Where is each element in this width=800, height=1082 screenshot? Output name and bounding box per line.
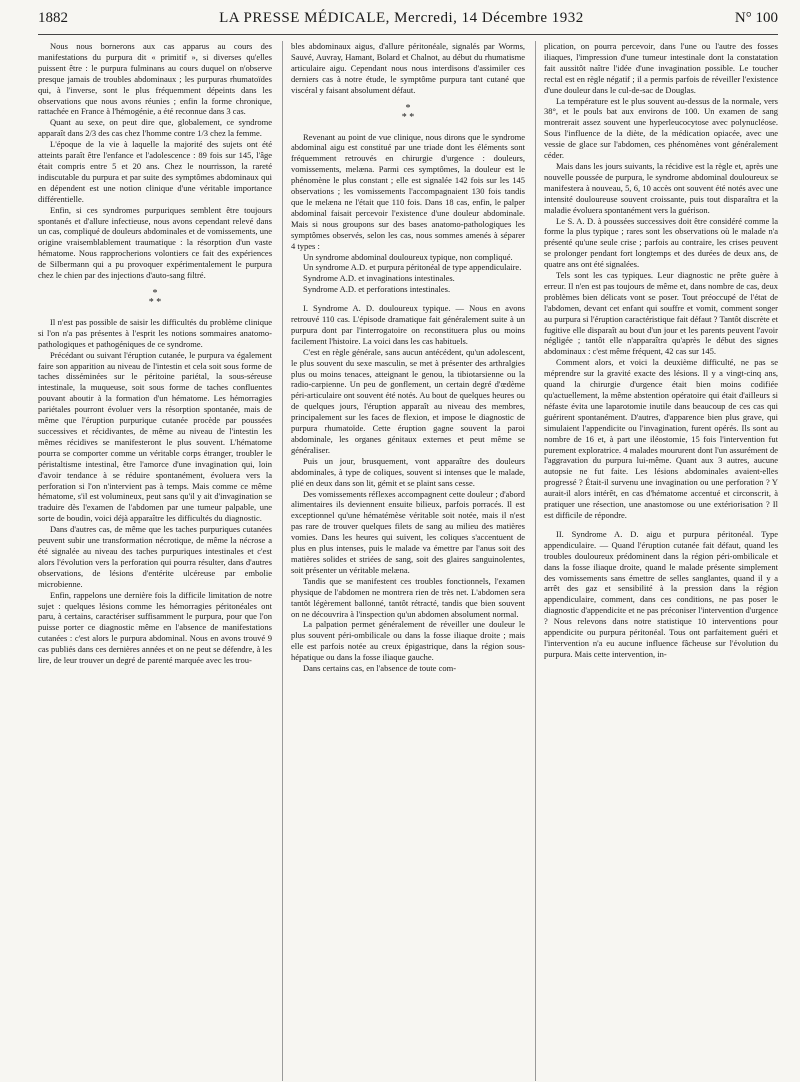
- list-item: Un syndrome A.D. et purpura péritonéal de type appendiculaire.: [303, 262, 522, 273]
- list-item: Un syndrome abdominal douloureux typique, non compliqué.: [303, 251, 513, 262]
- paragraph: Tandis que se manifestent ces troubles fonctionnels, l'examen physique de l'abdomen ne montrera rien de très net. L'abdomen sera tantôt légèrement ballonné, tantôt rétracté, tandis que bien souvent on ne découvrira à l'inspection qu'un abdomen absolument normal.: [291, 575, 525, 619]
- paragraph: Dans certains cas, en l'absence de toute com-: [303, 663, 457, 674]
- page-header: [38, 10, 778, 35]
- paragraph: Enfin, rappelons une dernière fois la difficile limitation de notre sujet : quelques lésions comme les hémorragies péritonéales ont paru, à certains, caractériser suffisamment le purpura, pour que l'on puisse porter ce diagnostic même en l'absence de manifestations cutanées : c'est alors le purpura abdominal. Nous en avons trouvé 9 cas publiés dans ces dernières années et on ne peut se défendre, à les lire, de leur trouver un degré de parenté marquée avec les trou-: [38, 589, 272, 666]
- paragraph: Dans d'autres cas, de même que les taches purpuriques cutanées peuvent subir une transformation nécrotique, de même la nécrose a été signalée au niveau des taches purpuriques intestinales et c'est alors l'évolution vers la perforation qui pourra résulter, dans d'autres observations, de lésions d'entérite ulcéreuse par embolie microbienne.: [38, 524, 272, 589]
- paragraph: Revenant au point de vue clinique, nous dirons que le syndrome abdominal aigu est constitué par une triade dont les éléments sont fréquemment retrouvés en chirurgie d'urgence : douleurs, vomissements, melæna. Parmi ces symptômes, la douleur est le phénomène le plus constant ; elle est signalée 142 fois sur les 145 observations ; les vomissements l'accompagnaient 130 fois tandis que le melæna ne l'était que 110 fois. Dans 18 cas, enfin, le palper abdominal faisait percevoir l'existence d'une douleur abdominale. Mais si nous groupons sur des bases anatomo-pathologiques les symptômes observés, selon les cas, nous sommes amenés à séparer 4 types :: [291, 131, 525, 251]
- section-heading-paragraph: I. Syndrome A. D. douloureux typique. — Nous en avons retrouvé 110 cas. L'épisode dramatique fait généralement suite à un purpura dont par l'interrogatoire on reconstituera plus ou moins facilement l'histoire. La voici dans les cas habituels.: [291, 303, 525, 346]
- column-2: [282, 41, 525, 1081]
- paragraph: La température est le plus souvent au-dessus de la normale, vers 38°, et le pouls bat aux environs de 100. Un examen de sang montrerait assez souvent une hyperleucocytose avec polynucléose. Sous l'influence de la diète, de la médication opiacée, avec une vessie de glace sur l'abdomen, ces phénomènes vont généralement céder.: [544, 95, 778, 161]
- paragraph: L'époque de la vie à laquelle la majorité des sujets ont été atteints paraît être l'enfance et l'adolescence : 89 fois sur 145, l'âge était compris entre 5 et 20 ans. Chez le nourrisson, la rareté indiscutable du purpura et par suite des symptômes abdominaux qui en dépendent est une notion clinique d'une véritable importance différentielle.: [38, 139, 272, 204]
- header-year: 1882: [38, 10, 68, 26]
- section-separator: * * *: [148, 287, 162, 308]
- paragraph: C'est en règle générale, sans aucun antécédent, qu'un adolescent, le plus souvent du sexe masculin, se met à présenter des arthralgies plus ou moins tenaces, atteignant le genou, la tibiotarsienne ou la radio-carpienne. Un peu de gonflement, un certain degré d'œdème péri-articulaire ont souvent été notés. Au bout de quelques heures ou de quelques jours, l'éruption apparaît au niveau des membres, principalement sur les faces de flexion, et impose le diagnostic de purpura rhumatoïde. Cette éruption gagne souvent la paroi abdominale, les organes génitaux externes et peut même se généraliser.: [291, 346, 525, 455]
- paragraph: Précédant ou suivant l'éruption cutanée, le purpura va également faire son apparition au niveau de l'intestin et cela soit sous forme de taches disséminées sur le péritoine pariétal, la sous-séreuse intestinale, la muqueuse, soit sous forme de taches confluentes pouvant aboutir à la formation d'un hématome. Les hémorragies pariétales pourront évoluer vers la résorption spontanée, mais de même que l'éruption purpurique cutanée procède par poussées successives et récidivantes, de même au niveau de l'intestin les mêmes récidives se manifesteront le plus souvent. L'hématome pourra se comporter comme un véritable corps étranger, troubler le péristaltisme intestinal, être l'amorce d'une invagination qui, loin d'avoir tendance à se réduire spontanément, évoluera vers la perforation si l'on n'intervient pas à temps. Mais comme ce même hématome, s'il est volumineux, peut sans qu'il y ait d'invagination se traduire dès l'examen de l'abdomen par une tumeur palpable, une sorte de boudin, voici déjà apparaître les difficultés du diagnostic.: [38, 349, 272, 524]
- paragraph: Des vomissements réflexes accompagnent cette douleur ; d'abord alimentaires ils deviennent ensuite bilieux, parfois porracés. Il est exceptionnel qu'une hématémèse véritable soit notée, mais il n'est pas rare de trouver quelques filets de sang au milieu des matières vomies. Dans les heures qui suivent, les coliques s'accentuent de plus en plus intenses, puis le malade va émettre par l'anus soit des matières solides et striées de sang, soit des glaires sanguinolentes, soit présenter un véritable melæna.: [291, 488, 525, 575]
- header-title: LA PRESSE MÉDICALE, Mercredi, 14 Décembre 1932: [219, 10, 584, 26]
- paragraph: Comment alors, et voici la deuxième difficulté, ne pas se méprendre sur la gravité exacte des lésions. Il y a vingt-cinq ans, quand la chirurgie d'urgence était bien moins codifiée qu'actuellement, la même abstention opératoire qui était d'ailleurs si néfaste évita une laparotomie inutile dans beaucoup de ces cas qui guérirent spontanément. D'autres, d'apparence bien plus grave, qui simulaient l'appendicite ou l'invagination, furent opérés. Ils sont au nombre de 16 et, à part une iléostomie, 15 fois l'intervention fut purement exploratrice. 4 malades moururent dont l'un assurément de l'aggravation du purpura lui-même. Quant aux 3 autres, aucune autopsie ne fut faite. Les lésions abdominales avaient-elles progressé ? Était-il survenu une invagination ou une perforation ? Y aurait-il alors intérêt, en cas d'hématome accentué et circonscrit, à pratiquer une résection, une anastomose ou une extériorisation ? Il est difficile de répondre.: [544, 357, 778, 520]
- paragraph: plication, on pourra percevoir, dans l'une ou l'autre des fosses iliaques, l'impression d'une tumeur intestinale dont la constatation fait aussitôt naître l'idée d'une invagination possible. Le toucher rectal est en règle négatif ; il a permis parfois de réveiller l'existence d'une douleur dans le cul-de-sac de Douglas.: [544, 41, 778, 95]
- paragraph: Puis un jour, brusquement, vont apparaître des douleurs abdominales, à type de coliques, souvent si intenses que le malade, plié en deux dans son lit, gémit et se plaint sans cesse.: [291, 455, 525, 488]
- paragraph: Quant au sexe, on peut dire que, globalement, ce syndrome apparaît dans 2/3 des cas chez l'homme contre 1/3 chez la femme.: [38, 117, 272, 139]
- column-1: [38, 41, 272, 1081]
- paragraph: Mais dans les jours suivants, la récidive est la règle et, après une nouvelle poussée de purpura, le syndrome abdominal douloureux se manifestera à nouveau, 5, 6, 10 accès ont souvent été notés avec une intensité douloureuse souvent croissante, puis tout disparaîtra et la maladie évoluera spontanément vers la guérison.: [544, 160, 778, 215]
- paragraph: Il n'est pas possible de saisir les difficultés du problème clinique si l'on n'a pas présentes à l'esprit les notions sommaires anatomo-pathologiques et pathogéniques de ce syndrome.: [38, 316, 272, 349]
- paragraph: Nous nous bornerons aux cas apparus au cours des manifestations du purpura dit « primitif », si diverses qu'elles puissent être : le purpura fulminans au cours duquel on n'observe presque jamais de troubles abdominaux ; les purpuras rhumatoïdes qui, à l'inverse, sont le plus fréquemment dépeints dans les observations que nous avons réunies ; enfin la forme chronique, rattachée en France à l'hémogénie, a été reconnue dans 3 cas.: [38, 41, 272, 117]
- section-heading-paragraph: II. Syndrome A. D. aigu et purpura péritonéal. Type appendiculaire. — Quand l'éruption cutanée fait défaut, quand les troubles douloureux prédominent dans la région péri-ombilicale et dans la fosse iliaque droite, quand le malade présente simplement des vomissements sans émettre de selles sanglantes, quand il y a arrêt des gaz et sensibilité à la pression dans la région appendiculaire, comment, dans ces conditions, ne pas poser le diagnostic d'appendicite et ne pas préconiser l'intervention d'urgence ? Nous relevons dans notre statistique 10 interventions pour appendicite ou purpura péritonéal. Tous ont parfaitement guéri et l'intervention n'a eu aucune influence fâcheuse sur l'évolution du purpura. Mais cette intervention, in-: [544, 528, 778, 659]
- column-3: [535, 41, 778, 1081]
- paragraph: Le S. A. D. à poussées successives doit être considéré comme la forme la plus typique ; rares sont les observations où le malade n'a présenté qu'une seule crise ; parfois au contraire, les crises peuvent se prolonger pendant fort longtemps et des durées de deux ans, de quatre ans ont été signalées.: [544, 215, 778, 270]
- list-item: Syndrome A.D. et perforations intestinales.: [303, 284, 451, 295]
- text-columns: [38, 41, 778, 1081]
- paragraph: Tels sont les cas typiques. Leur diagnostic ne prête guère à erreur. Il n'en est pas toujours de même et, dans nombre de cas, deux problèmes bien délicats vont se poser. Tout préoccupé de l'état de l'abdomen, devant cet enfant qui souffre et vomit, comment songer au purpura si l'éruption caractéristique fait défaut ? Tantôt discrète et fugitive elle disparaît au bout d'un jour et les parents peuvent l'avoir négligée ; tantôt elle n'apparaîtra qu'après le début des signes abdominaux : c'est même fréquent, 42 cas sur 145.: [544, 270, 778, 357]
- section-separator: * * *: [401, 102, 415, 123]
- header-issue: N° 100: [734, 10, 778, 26]
- list-item: Syndrome A.D. et invaginations intestinales.: [303, 273, 455, 284]
- paragraph: bles abdominaux aigus, d'allure péritonéale, signalés par Worms, Sauvé, Auvray, Hamant, Bolard et Chalnot, au début du rhumatisme articulaire aigu. Cependant nous nous interdisons d'assimiler ces derniers cas à notre étude, le symptôme purpura tant cutané que viscéral y faisant absolument défaut.: [291, 41, 525, 95]
- paragraph: Enfin, si ces syndromes purpuriques semblent être toujours spontanés et d'allure infectieuse, nous avons cependant relevé dans un cas, compliqué de douleurs abdominales et de vomissements, une origine vraisemblablement traumatique : la résorption d'un vaste hématome. Nous rapprocherions volontiers ce fait des expériences de Silbermann qui a pu provoquer expérimentalement le purpura chez le chien par des injections d'auto-sang filtré.: [38, 204, 272, 281]
- paragraph: La palpation permet généralement de réveiller une douleur le plus souvent péri-ombilicale ou dans la fosse iliaque droite ; mais elle est parfois notée au creux épigastrique, dans la région sous-hépatique ou dans la fosse iliaque gauche.: [291, 619, 525, 663]
